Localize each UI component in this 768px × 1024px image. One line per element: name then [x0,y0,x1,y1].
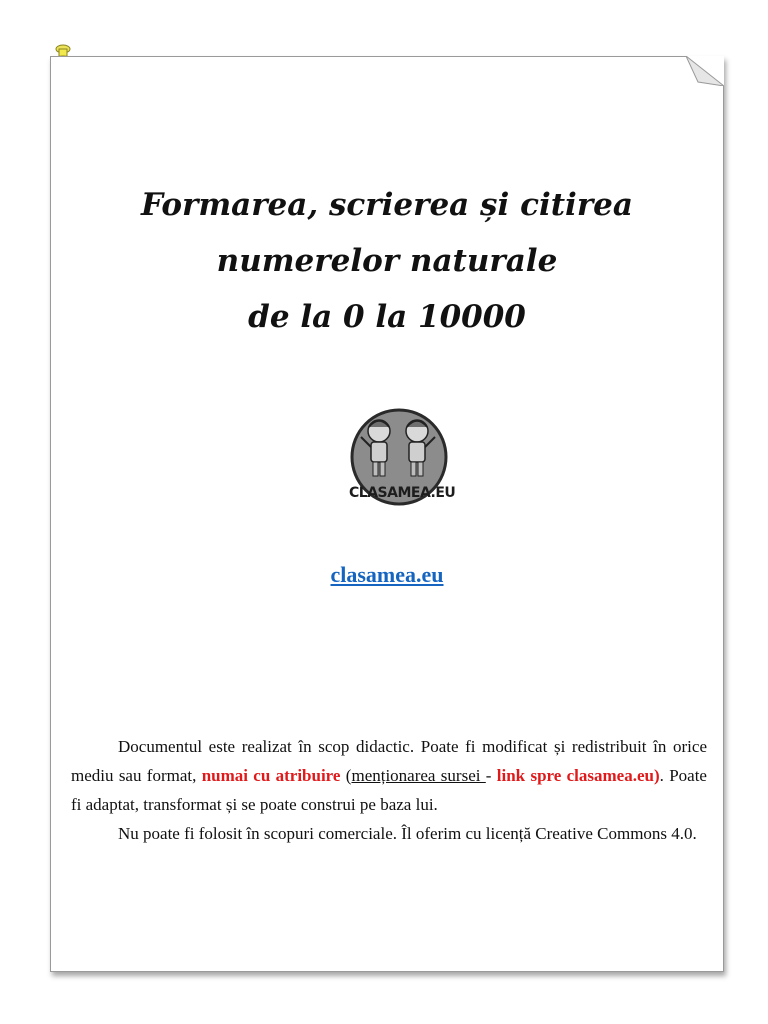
document-title [51,177,723,345]
logo-text: CLASAMEA.EU [349,485,456,501]
attribution-note: numai cu atribuire [201,766,341,785]
license-paragraph-1 [71,732,707,819]
title-line-1: Formarea, scrierea și citirea [141,187,633,223]
license-text [71,732,707,848]
license-paragraph-2: Nu poate fi folosit în scopuri comerciale. Îl oferim cu licență Creative Commons 4.0. [118,824,697,843]
document-page [50,56,724,972]
title-line-2: numerelor naturale [216,243,558,279]
license-text-1: Documentul este realizat în scop didactic. Poate fi modificat și redistribuit în orice mediu sau format, [71,737,707,785]
link-note: link spre clasamea.eu) [496,766,660,785]
page-curl-icon [686,56,724,86]
source-mention: menționarea sursei [351,766,486,785]
clasamea-logo [349,407,456,512]
license-text-2: ( [340,766,352,785]
license-dash: - [485,766,497,785]
site-link[interactable]: clasamea.eu [330,562,444,587]
title-line-3: de la 0 la 10000 [248,299,526,335]
license-text-3: . Poate fi adaptat, transformat și se poate construi pe baza lui. [71,766,707,814]
